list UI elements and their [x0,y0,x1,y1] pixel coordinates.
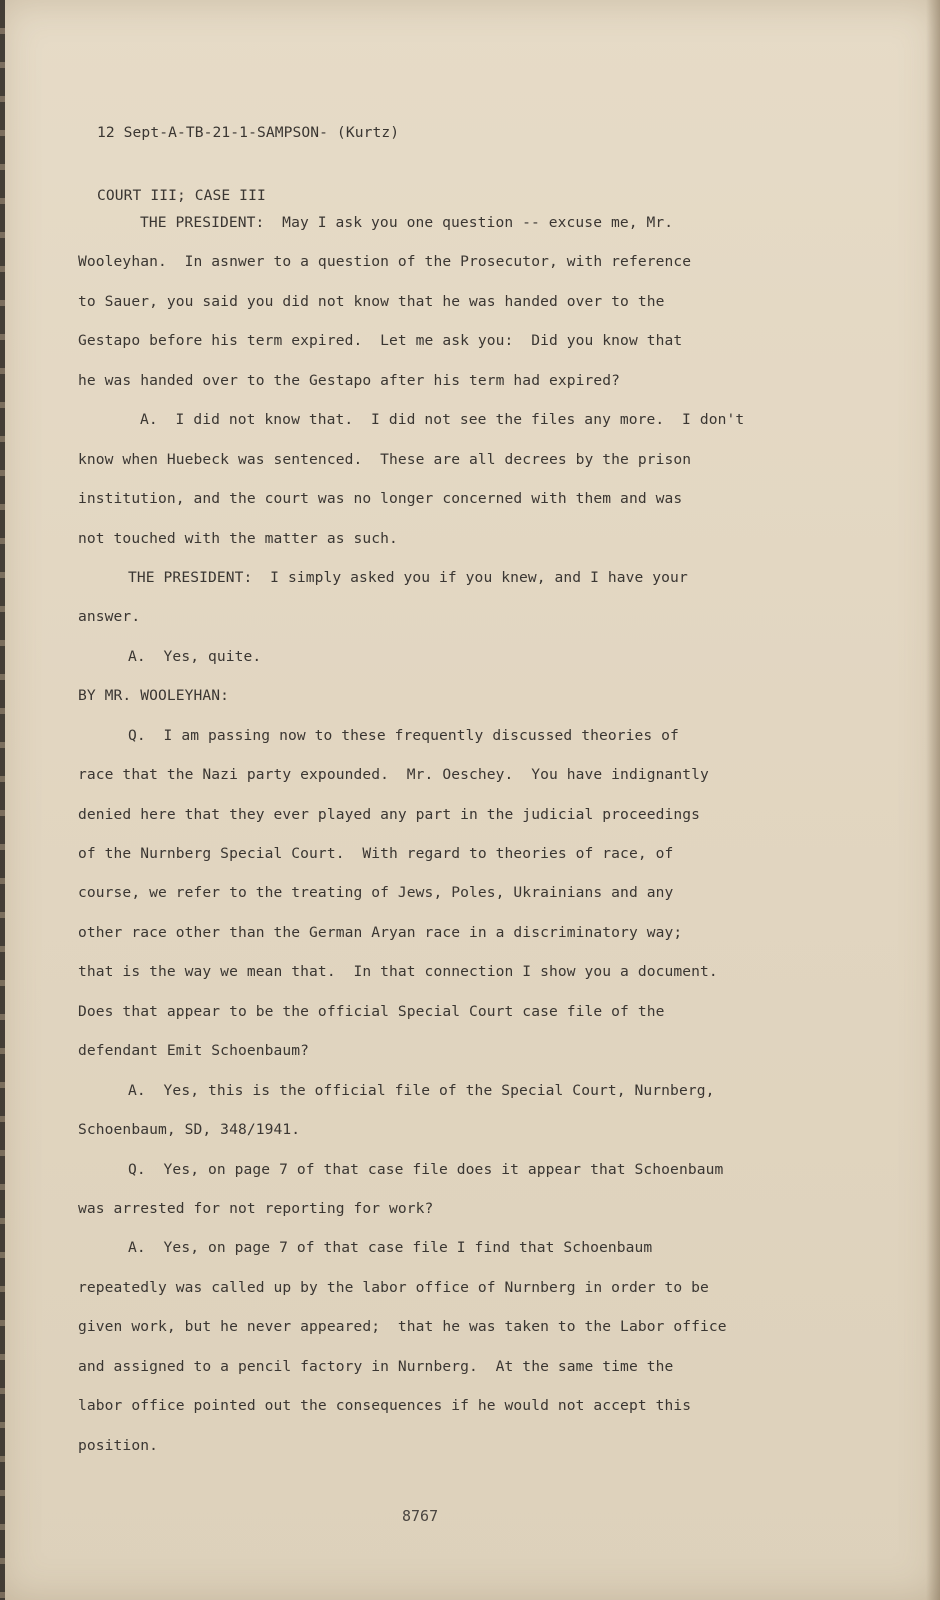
page-edge-shadow [926,0,940,1600]
transcript-line: and assigned to a pencil factory in Nurnberg. At the same time the [78,1357,674,1375]
transcript-line: given work, but he never appeared; that he was taken to the Labor office [78,1318,727,1336]
transcript-line: Q. Yes, on page 7 of that case file does it appear that Schoenbaum [128,1160,724,1178]
transcript-line: THE PRESIDENT: May I ask you one question -- excuse me, Mr. [140,214,674,231]
transcript-body [78,203,848,1465]
transcript-line: Wooleyhan. In asnwer to a question of the Prosecutor, with reference [78,253,692,271]
transcript-line: position. [78,1436,158,1454]
transcript-line: A. Yes, this is the official file of the Special Court, Nurnberg, [128,1081,715,1099]
transcript-line: Q. I am passing now to these frequently discussed theories of [128,726,679,744]
transcript-line: course, we refer to the treating of Jews, Poles, Ukrainians and any [78,884,674,902]
transcript-line: not touched with the matter as such. [78,529,398,547]
binding-edge [0,0,5,1600]
transcript-line: race that the Nazi party expounded. Mr. Oeschey. You have indignantly [78,766,709,784]
transcript-line: denied here that they ever played any part in the judicial proceedings [78,805,701,823]
transcript-line: other race other than the German Aryan race in a discriminatory way; [78,923,683,941]
transcript-line: of the Nurnberg Special Court. With regard to theories of race, of [78,845,674,862]
transcript-line: answer. [78,608,141,626]
transcript-line: institution, and the court was no longer concerned with them and was [78,490,683,508]
transcript-line: know when Huebeck was sentenced. These are all decrees by the prison [78,450,692,468]
transcript-line: Does that appear to be the official Special Court case file of the [78,1002,665,1020]
transcript-line: defendant Emit Schoenbaum? [78,1042,310,1060]
transcript-line: Schoenbaum, SD, 348/1941. [78,1121,301,1139]
transcript-line: that is the way we mean that. In that connection I show you a document. [78,963,718,981]
transcript-line: repeatedly was called up by the labor office of Nurnberg in order to be [78,1278,709,1296]
transcript-line: labor office pointed out the consequences if he would not accept this [78,1397,692,1415]
transcript-line: to Sauer, you said you did not know that he was handed over to the [78,292,665,310]
transcript-line: A. I did not know that. I did not see the files any more. I don't [140,411,745,429]
header-court-line: COURT III; CASE III [97,187,266,204]
transcript-line: BY MR. WOOLEYHAN: [78,687,230,705]
transcript-line: A. Yes, on page 7 of that case file I find that Schoenbaum [128,1239,653,1257]
transcript-line: Gestapo before his term expired. Let me ask you: Did you know that [78,332,683,350]
transcript-line: was arrested for not reporting for work? [78,1199,434,1217]
transcript-line: he was handed over to the Gestapo after his term had expired? [78,371,621,389]
transcript-line: THE PRESIDENT: I simply asked you if you knew, and I have your [128,568,688,586]
page-number: 8767 [402,1507,439,1525]
header-reference-line: 12 Sept-A-TB-21-1-SAMPSON- (Kurtz) [97,124,400,141]
transcript-line: A. Yes, quite. [128,647,262,665]
